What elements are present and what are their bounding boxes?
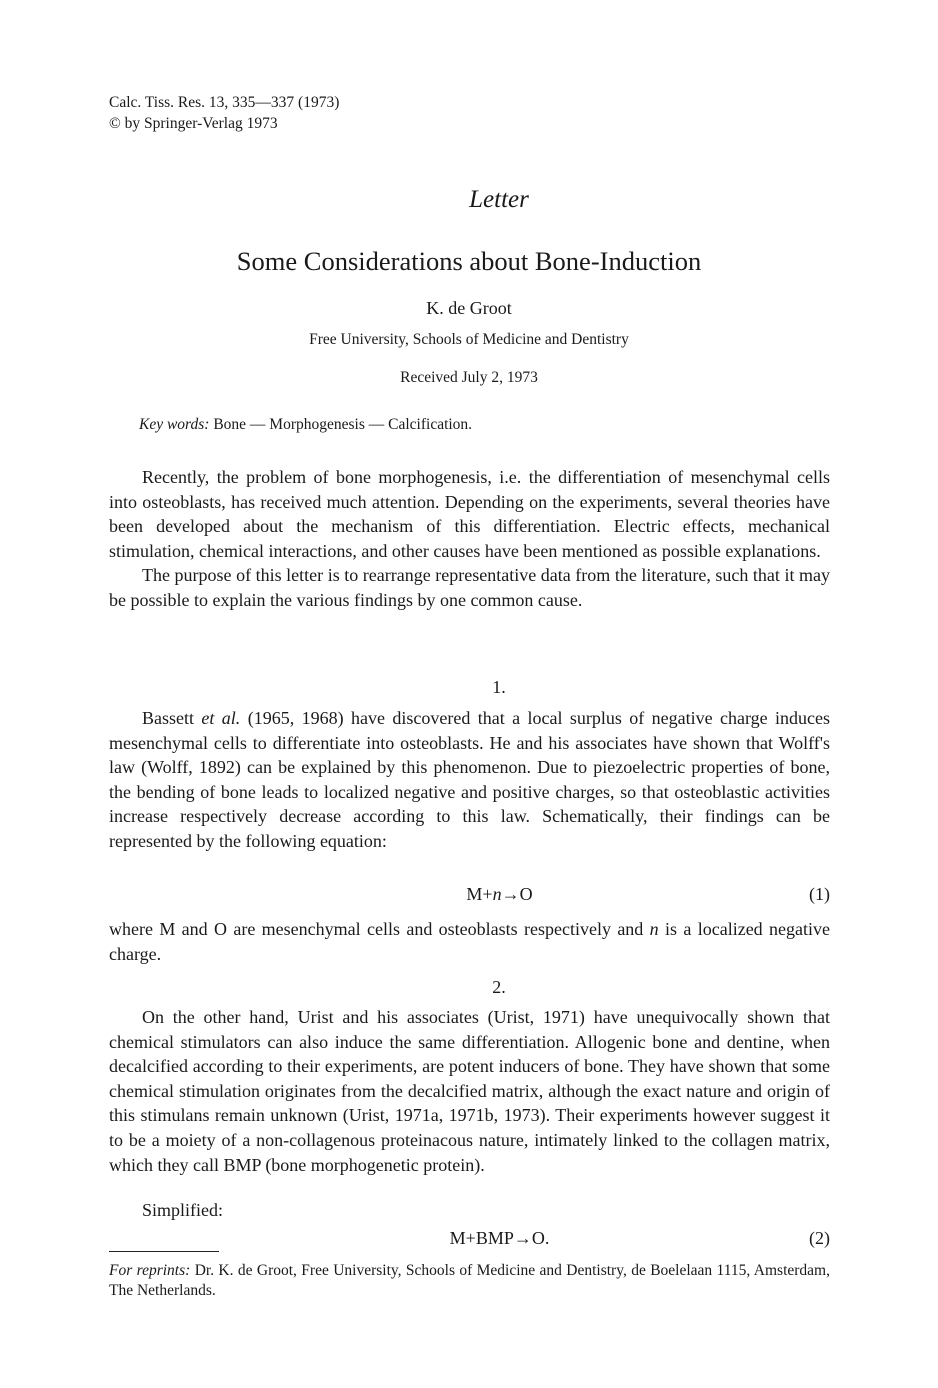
article-type: Letter: [469, 186, 529, 213]
equation-2-number: (2): [809, 1228, 830, 1248]
simplified-label: Simplified:: [142, 1200, 223, 1220]
section-1-text: (1965, 1968) have discovered that a local surplus of negative charge induces mesenchymal cells to differentiate into osteoblasts. He and his associates have shown that Wolff's law (Wolff, 1892) can be explained by this phenomenon. Due to piezoelectric properties of bone, the bending of bone leads to localized negative and positive charges, so that osteoblastic activities increase respectively decrease according to this law. Schematically, their findings can be represented by the following equation:: [109, 708, 831, 851]
equation-1-right: →O: [501, 884, 533, 904]
intro-paragraph-2: The purpose of this letter is to rearrange representative data from the literature, such that it may be possible to explain the various findings by one common cause.: [109, 565, 830, 610]
section-1-paragraph: [109, 706, 830, 854]
received-date: Received July 2, 1973: [400, 369, 538, 386]
author-affiliation: Free University, Schools of Medicine and Dentistry: [309, 331, 629, 348]
article-title: Some Considerations about Bone-Induction: [236, 246, 702, 276]
section-2-body: [109, 1005, 830, 1177]
intro-section: [109, 465, 830, 613]
section-1-etal: et al.: [201, 708, 241, 728]
keywords-label: Key words:: [139, 416, 210, 433]
copyright-line: © by Springer-Verlag 1973: [109, 115, 278, 132]
section-1-continuation: [109, 917, 830, 966]
equation-1-number: (1): [809, 884, 830, 904]
section-1-heading: 1.: [492, 677, 506, 697]
equation-1-variable: n: [492, 884, 502, 904]
keywords-text: Bone — Morphogenesis — Calcification.: [213, 416, 473, 433]
equation-2: [109, 1228, 830, 1252]
journal-citation: Calc. Tiss. Res. 13, 335—337 (1973): [109, 94, 340, 111]
keywords: [139, 416, 472, 434]
section-2-paragraph: On the other hand, Urist and his associates (Urist, 1971) have unequivocally shown that chemical stimulators can also induce the same differentiation. Allogenic bone and dentine, when decalcified according to their experiments, are potent inducers of bone. They have shown that some chemical stimulation originates from the decalcified matrix, although the exact nature and origin of this stimulans remain unknown (Urist, 1971a, 1971b, 1973). Their experiments however suggest it to be a moiety of a non-collagenous proteinacous nature, intimately linked to the collagen matrix, which they call BMP (bone morphogenetic protein).: [109, 1007, 830, 1175]
equation-1-left: M+: [466, 884, 493, 904]
section-2-heading: 2.: [492, 977, 506, 997]
section-1-body: [109, 706, 830, 854]
equation-2-body: M+BMP→O.: [449, 1228, 550, 1248]
section-1-author: Bassett: [142, 708, 194, 728]
after-eq-text-a: where M and O are mesenchymal cells and osteoblasts respectively and: [109, 919, 644, 939]
footnote: [109, 1261, 830, 1300]
equation-1-body: [109, 884, 830, 905]
after-eq-text-b: is a localized negative charge.: [109, 919, 831, 964]
journal-header: [109, 92, 339, 134]
footnote-rule: [109, 1251, 219, 1252]
footnote-label: For reprints:: [109, 1262, 191, 1279]
equation-1: [109, 884, 830, 908]
footnote-text: Dr. K. de Groot, Free University, Schools of Medicine and Dentistry, de Boelelaan 1115, Amsterdam, The Netherlands.: [109, 1262, 830, 1299]
author-name: K. de Groot: [426, 298, 512, 318]
intro-paragraph-1: Recently, the problem of bone morphogenesis, i.e. the differentiation of mesenchymal cells into osteoblasts, has received much attention. Depending on the experiments, several theories have been developed about the mechanism of this differentiation. Electric effects, mechanical stimulation, chemical interactions, and other causes have been mentioned as possible explanations.: [109, 467, 830, 561]
section-1-after-equation: [109, 917, 830, 966]
after-eq-variable: n: [649, 919, 659, 939]
